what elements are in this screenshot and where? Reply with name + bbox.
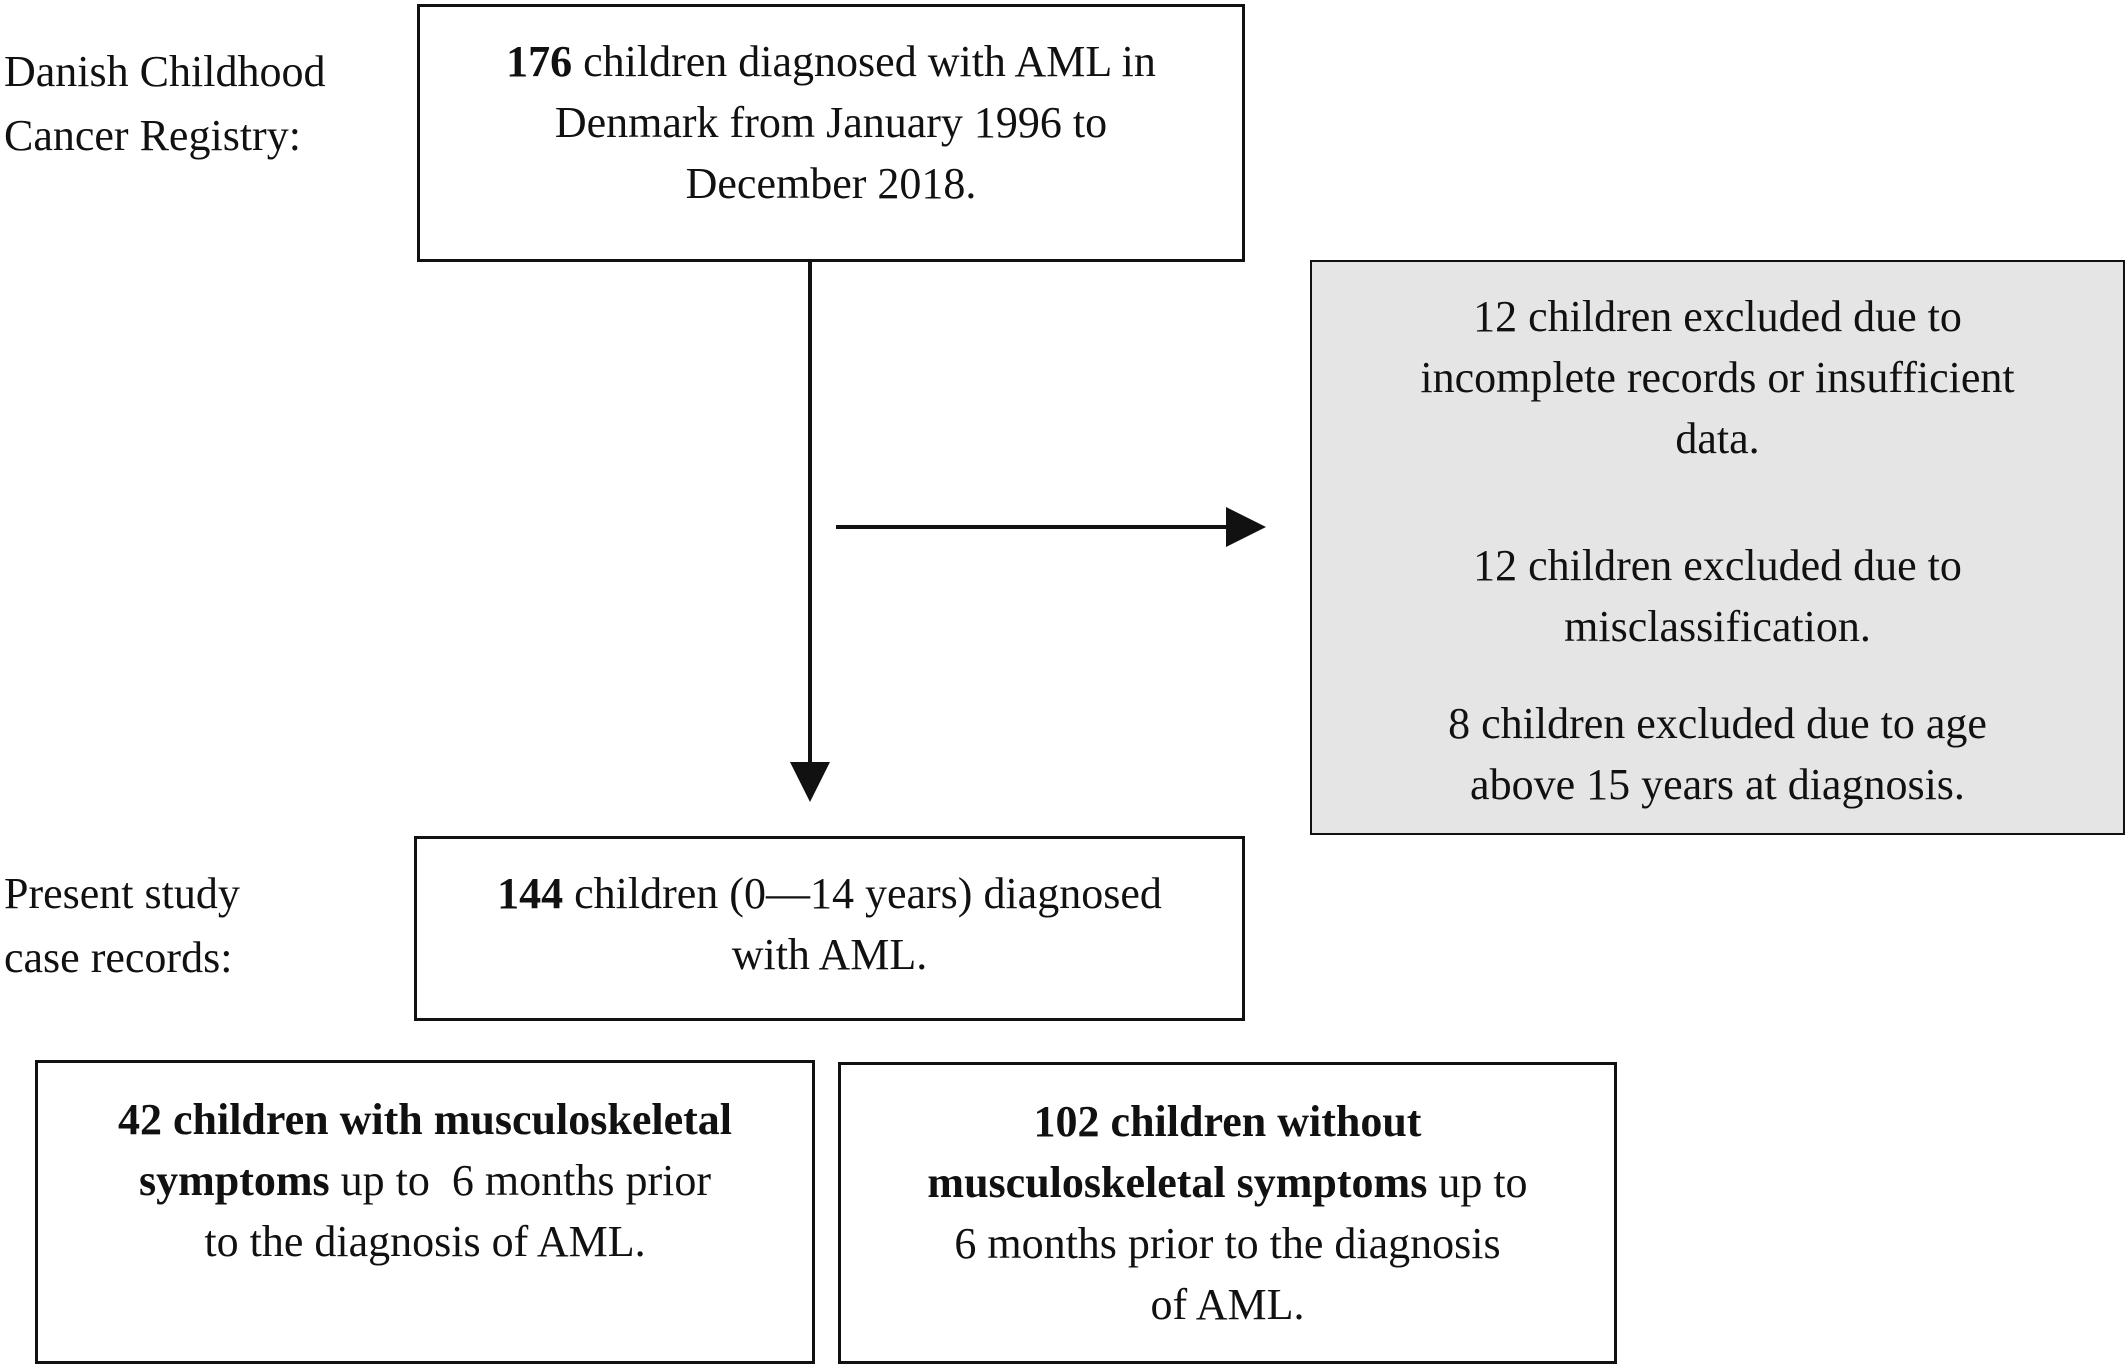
with-symptoms-box [35,1060,815,1364]
initial-cohort-line-1 [506,31,1156,92]
without-symptoms-line-1 [1034,1091,1422,1152]
without-symptoms-line-2 [927,1152,1527,1213]
exclusion-misclassification [1473,535,1962,657]
without-symptoms-line-3: 6 months prior to the diagnosis [954,1219,1501,1268]
study-label [4,862,240,990]
study-cohort-count: 144 [497,869,564,918]
study-cohort-line-2: with AML. [731,930,928,979]
with-symptoms-line-2 [139,1150,711,1211]
exclusion-incomplete-line-3: data. [1675,414,1760,463]
study-cohort-box [414,836,1245,1021]
without-symptoms-line-4: of AML. [1150,1280,1305,1329]
registry-label [4,40,325,168]
exclusion-age-line-1: 8 children excluded due to age [1448,699,1987,748]
registry-label-line-2: Cancer Registry: [4,111,301,160]
initial-cohort-line-1-text: children diagnosed with AML in [572,37,1156,86]
study-cohort-line-1 [497,863,1162,924]
exclusion-incomplete-line-2: incomplete records or insufficient [1420,353,2015,402]
study-label-line-1: Present study [4,869,240,918]
exclusion-age-line-2: above 15 years at diagnosis. [1470,760,1965,809]
exclusion-incomplete-records [1420,286,2014,469]
with-symptoms-heading: 42 children with musculoskeletal [117,1095,732,1144]
initial-cohort-count: 176 [506,37,573,86]
exclusion-age [1448,693,1987,815]
without-symptoms-heading-end: musculoskeletal symptoms [927,1158,1428,1207]
exclusions-box [1310,260,2125,835]
study-label-line-2: case records: [4,933,233,982]
exclusion-incomplete-line-1: 12 children excluded due to [1473,292,1962,341]
with-symptoms-line-2-text: up to 6 months prior [329,1156,711,1205]
study-cohort-line-1-text: children (0—14 years) diagnosed [563,869,1162,918]
without-symptoms-heading: 102 children without [1033,1097,1422,1146]
with-symptoms-heading-end: symptoms [138,1156,330,1205]
without-symptoms-box [838,1062,1617,1364]
without-symptoms-line-2-text: up to [1427,1158,1528,1207]
initial-cohort-line-3: December 2018. [685,159,977,208]
exclusion-misclass-line-2: misclassification. [1564,602,1871,651]
registry-label-line-1: Danish Childhood [4,47,326,96]
initial-cohort-line-2: Denmark from January 1996 to [554,98,1108,147]
with-symptoms-line-3: to the diagnosis of AML. [204,1217,646,1266]
with-symptoms-line-1 [118,1089,732,1150]
exclusion-misclass-line-1: 12 children excluded due to [1473,541,1962,590]
initial-cohort-box [417,4,1245,262]
